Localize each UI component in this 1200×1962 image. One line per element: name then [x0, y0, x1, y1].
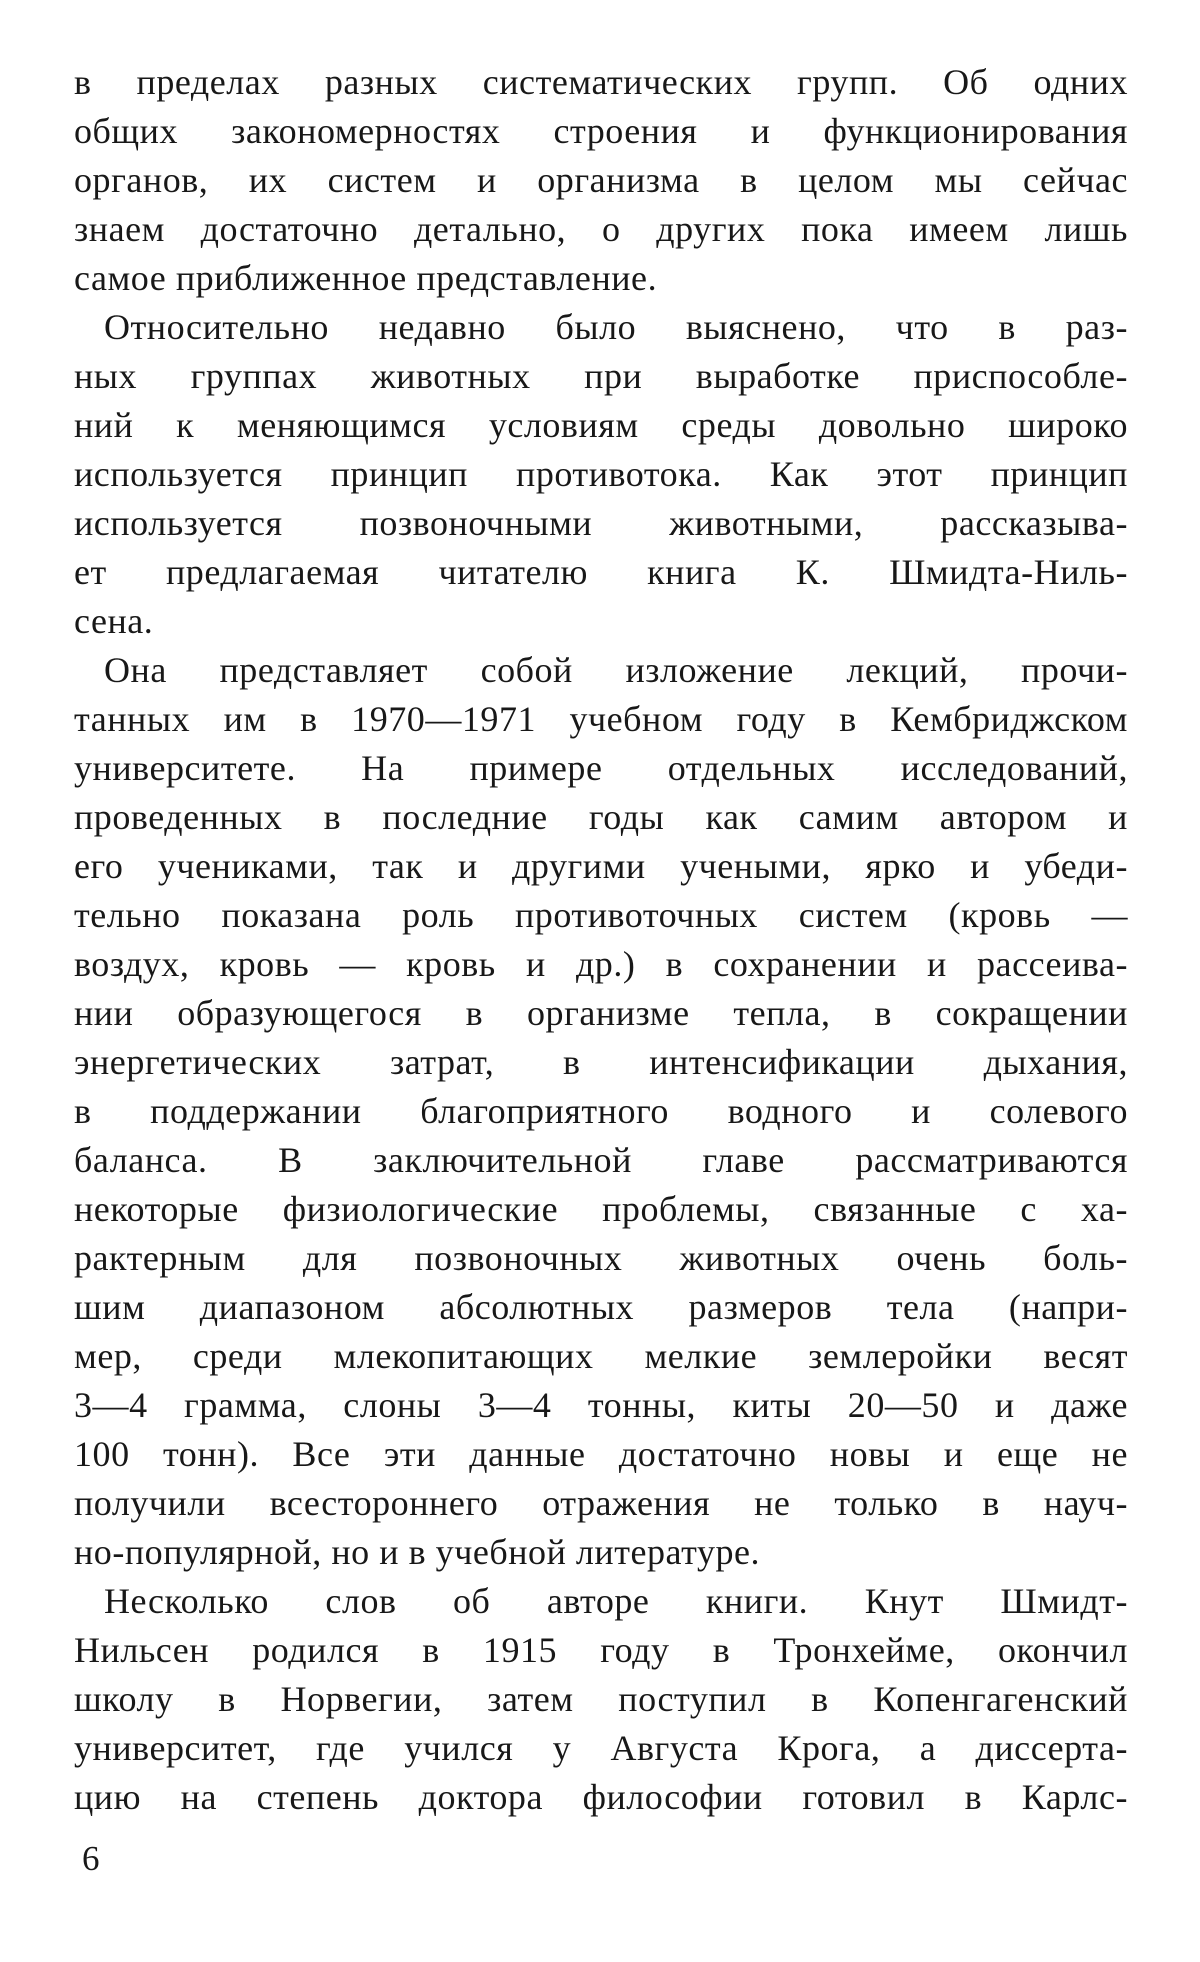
text-line: самое приближенное представление. [74, 258, 658, 298]
text-line: университете. На примере отдельных исследований, [74, 748, 1128, 788]
text-line: в поддержании благоприятного водного и солевого [74, 1091, 1128, 1131]
text-line: Относительно недавно было выяснено, что в раз- [104, 307, 1128, 347]
text-line: Несколько слов об авторе книги. Кнут Шмидт- [104, 1581, 1128, 1621]
text-line: цию на степень доктора философии готовил в Карлс- [74, 1777, 1128, 1817]
text-line: тельно показана роль противоточных систем (кровь — [74, 895, 1128, 935]
text-line: 3—4 грамма, слоны 3—4 тонны, киты 20—50 и даже [74, 1385, 1128, 1425]
text-line: Нильсен родился в 1915 году в Тронхейме, окончил [74, 1630, 1128, 1670]
text-line: используется позвоночными животными, рассказыва- [74, 503, 1128, 543]
text-line: знаем достаточно детально, о других пока имеем лишь [74, 209, 1128, 249]
text-line: рактерным для позвоночных животных очень боль- [74, 1238, 1128, 1278]
text-line: органов, их систем и организма в целом мы сейчас [74, 160, 1128, 200]
text-line: танных им в 1970—1971 учебном году в Кембриджском [74, 699, 1128, 739]
text-line: мер, среди млекопитающих мелкие землеройки весят [74, 1336, 1128, 1376]
text-line: воздух, кровь — кровь и др.) в сохранении и рассеива- [74, 944, 1128, 984]
text-line: общих закономерностях строения и функционирования [74, 111, 1128, 151]
text-line: нии образующегося в организме тепла, в сокращении [74, 993, 1128, 1033]
text-line: ний к меняющимся условиям среды довольно широко [74, 405, 1128, 445]
text-line: университет, где учился у Августа Крога, а диссерта- [74, 1728, 1128, 1768]
text-line: получили всестороннего отражения не только в науч- [74, 1483, 1128, 1523]
text-line: Она представляет собой изложение лекций, прочи- [104, 650, 1128, 690]
text-line: используется принцип противотока. Как этот принцип [74, 454, 1128, 494]
text-line: ных группах животных при выработке приспособле- [74, 356, 1128, 396]
body-text [74, 58, 1128, 1822]
text-line: баланса. В заключительной главе рассматриваются [74, 1140, 1128, 1180]
text-line: его учениками, так и другими учеными, ярко и убеди- [74, 846, 1128, 886]
text-line: энергетических затрат, в интенсификации дыхания, [74, 1042, 1128, 1082]
text-line: ет предлагаемая читателю книга К. Шмидта-Ниль- [74, 552, 1128, 592]
text-line: школу в Норвегии, затем поступил в Копенгагенский [74, 1679, 1128, 1719]
text-line: но-популярной, но и в учебной литературе. [74, 1532, 761, 1572]
text-line: сена. [74, 601, 154, 641]
text-line: проведенных в последние годы как самим автором и [74, 797, 1128, 837]
text-line: 100 тонн). Все эти данные достаточно новы и еще не [74, 1434, 1128, 1474]
text-line: некоторые физиологические проблемы, связанные с ха- [74, 1189, 1128, 1229]
text-line: шим диапазоном абсолютных размеров тела (напри- [74, 1287, 1128, 1327]
page-number: 6 [82, 1839, 100, 1878]
text-line: в пределах разных систематических групп. Об одних [74, 62, 1128, 102]
